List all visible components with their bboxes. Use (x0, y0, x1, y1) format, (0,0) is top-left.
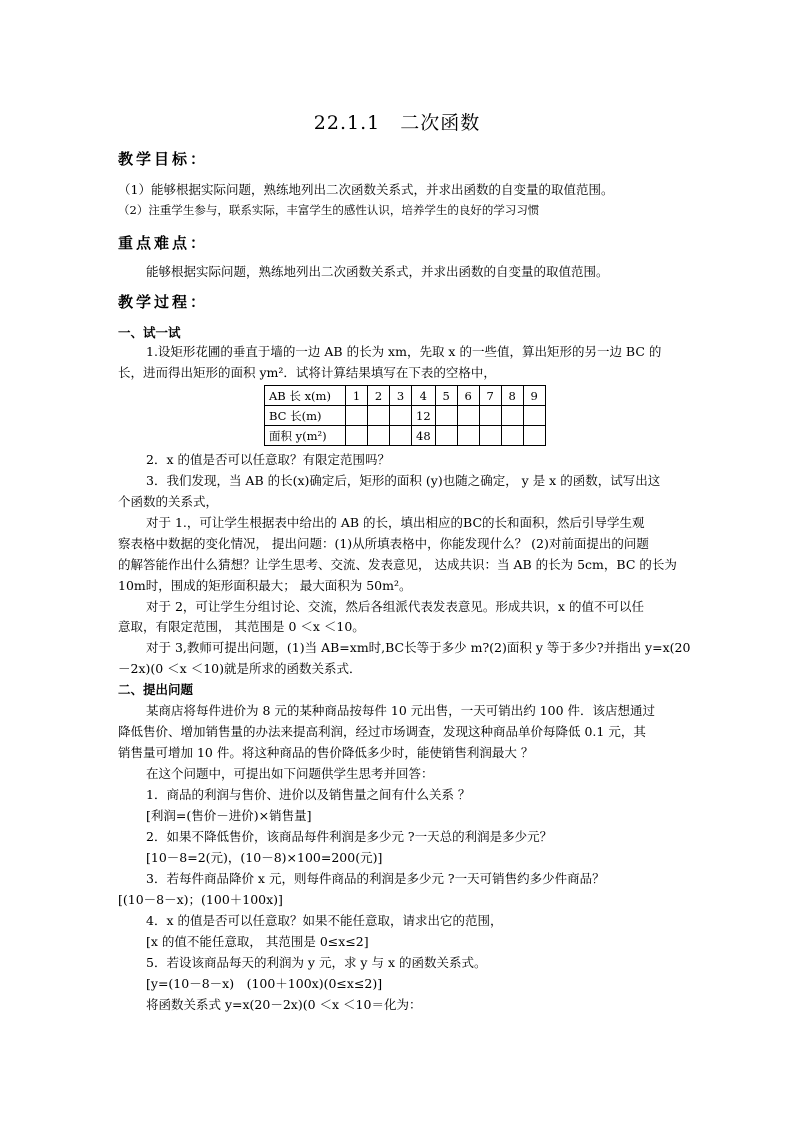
s2-line-5: 1．商品的利润与售价、进价以及销售量之间有什么关系 ？ (146, 787, 471, 802)
s2-line-1: 某商店将每件进价为 8 元的某种商品按每件 10 元出售，一天可销出约 100 件．该店想通过 (146, 703, 656, 718)
section2-title: 二、提出问题 (118, 682, 194, 697)
s1-after-3: 个函数的关系式， (118, 494, 219, 509)
s1-after-6: 的解答能作出什么猜想？让学生思考、交流、发表意见， 达成共识：当 AB 的长为 5cm，BC 的长为 (118, 557, 677, 572)
goal-2: （2）注重学生参与，联系实际，丰富学生的感性认识，培养学生的良好的学习习惯 (118, 203, 540, 217)
s2-line-13: 5．若设该商品每天的利润为 y 元，求 y 与 x 的函数关系式。 (146, 955, 487, 970)
table-col-4: 4 (412, 386, 436, 406)
table-header-label: AB 长 x(m) (265, 386, 346, 406)
heading-keypoints: 重点难点： (118, 234, 209, 252)
heading-goals: 教学目标： (118, 150, 209, 168)
table-row (265, 386, 546, 406)
s2-line-8: [10－8=2(元)，(10－8)×100=200(元)] (146, 850, 383, 865)
heading-process: 教学过程： (118, 293, 209, 311)
table-row (265, 426, 546, 446)
s1-after-9: 意取，有限定范围， 其范围是 0 ＜x ＜10。 (118, 619, 365, 634)
s2-line-6: [利润=(售价－进价)×销售量] (146, 808, 312, 823)
table-row3-label: 面积 y(m²) (265, 426, 346, 446)
table-col-3: 3 (390, 386, 412, 406)
table-row2-label: BC 长(m) (265, 406, 346, 426)
table-col-9: 9 (523, 386, 545, 406)
s1-after-11: －2x)(0 ＜x ＜10)就是所求的函数关系式． (118, 661, 362, 676)
s2-line-12: [x 的值不能任意取， 其范围是 0≤x≤2] (146, 934, 369, 949)
table-row (265, 406, 546, 426)
s2-line-3: 销售量可增加 10 件。将这种商品的售价降低多少时，能使销售利润最大 ？ (118, 745, 534, 760)
s1-line-2: 长，进而得出矩形的面积 ym²．试将计算结果填写在下表的空格中， (118, 365, 496, 380)
s1-after-10: 对于 3,教师可提出问题，(1)当 AB=xm时,BC长等于多少 m?(2)面积 y 等于多少?并指出 y=x(20 (146, 640, 691, 655)
s2-line-4: 在这个问题中，可提出如下问题供学生思考并回答： (146, 766, 434, 781)
s2-line-9: 3．若每件商品降价 x 元，则每件商品的利润是多少元 ?一天可销售约多少件商品？ (146, 871, 605, 886)
s2-line-15: 将函数关系式 y=x(20－2x)(0 ＜x ＜10＝化为： (146, 997, 422, 1012)
s1-after-2: 3．我们发现，当 AB 的长(x)确定后，矩形的面积 (y)也随之确定， y 是 x 的函数，试写出这 (146, 473, 661, 488)
data-table (264, 385, 546, 446)
goal-1: （1）能够根据实际问题，熟练地列出二次函数关系式，并求出函数的自变量的取值范围。 (118, 182, 614, 197)
s1-after-8: 对于 2，可让学生分组讨论、交流，然后各组派代表发表意见。形成共识，x 的值不可以任 (146, 599, 644, 614)
s1-after-5: 察表格中数据的变化情况， 提出问题：(1)从所填表格中，你能发现什么？ (2)对前面提出的问题 (118, 536, 649, 551)
table-col-1: 1 (346, 386, 368, 406)
page-title: 22.1.1 二次函数 (313, 112, 481, 134)
table-col-5: 5 (435, 386, 457, 406)
s2-line-2: 降低售价、增加销售量的办法来提高利润，经过市场调查，发现这种商品单价每降低 0.1 元，其 (118, 724, 646, 739)
s1-line-1: 1.设矩形花圃的垂直于墙的一边 AB 的长为 xm，先取 x 的一些值，算出矩形的另一边 BC 的 (146, 344, 662, 359)
s1-after-1: 2．x 的值是否可以任意取？有限定范围吗？ (146, 452, 390, 467)
s2-line-7: 2．如果不降低售价，该商品每件利润是多少元 ?一天总的利润是多少元？ (146, 829, 553, 844)
table-col-6: 6 (457, 386, 479, 406)
s2-line-11: 4．x 的值是否可以任意取？如果不能任意取，请求出它的范围， (146, 913, 503, 928)
s2-line-14: [y=(10－8－x) (100＋100x)(0≤x≤2)] (146, 976, 383, 991)
table-area-value: 48 (412, 426, 436, 446)
s1-after-4: 对于 1.，可让学生根据表中给出的 AB 的长，填出相应的BC的长和面积，然后引导学生观 (146, 515, 645, 530)
section1-title: 一、试一试 (118, 325, 181, 340)
table-col-7: 7 (479, 386, 501, 406)
keypoint-text: 能够根据实际问题，熟练地列出二次函数关系式，并求出函数的自变量的取值范围。 (146, 264, 609, 279)
s1-after-7: 10m时，围成的矩形面积最大； 最大面积为 50m²。 (118, 578, 412, 593)
table-col-2: 2 (368, 386, 390, 406)
s2-line-10: [(10－8－x)；(100＋100x)] (118, 892, 283, 907)
table-bc-value: 12 (412, 406, 436, 426)
table-col-8: 8 (501, 386, 523, 406)
